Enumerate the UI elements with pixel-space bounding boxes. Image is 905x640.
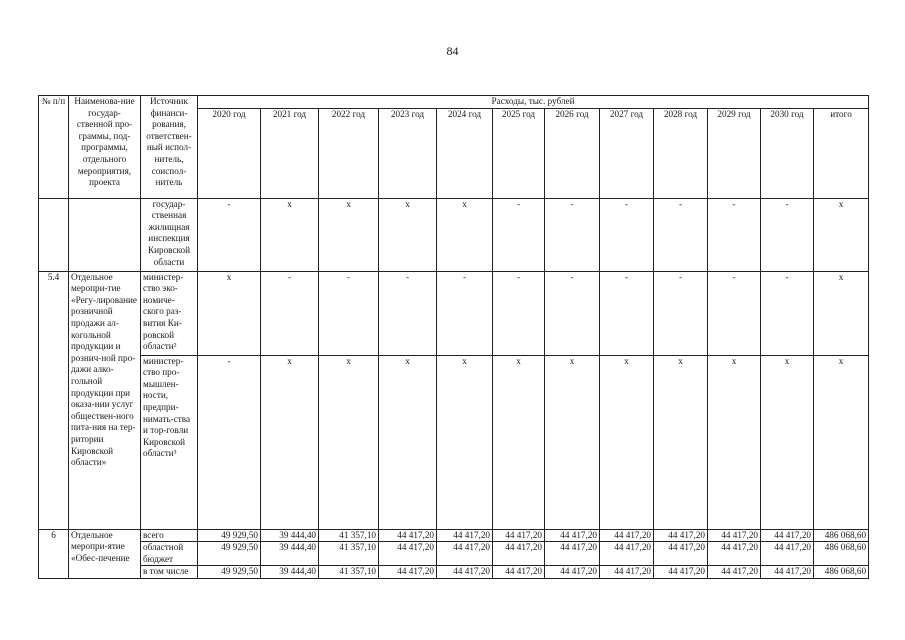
- cell-mark: -: [654, 271, 708, 355]
- cell-value: 44 417,20: [545, 542, 600, 566]
- row-source: всего: [141, 529, 198, 542]
- cell-mark: x: [379, 355, 437, 529]
- cell-value: 44 417,20: [708, 529, 761, 542]
- row-no: [39, 198, 69, 271]
- cell-value: 39 444,40: [261, 566, 319, 579]
- cell-value: 41 357,10: [319, 566, 379, 579]
- cell-value: 44 417,20: [654, 529, 708, 542]
- cell-mark: -: [198, 198, 261, 271]
- cell-value: 44 417,20: [708, 566, 761, 579]
- table-row: [39, 529, 869, 542]
- cell-mark: -: [319, 271, 379, 355]
- header-year: 2030 год: [761, 108, 814, 198]
- cell-mark: x: [814, 271, 869, 355]
- cell-value: 44 417,20: [600, 542, 654, 566]
- table-row: [39, 355, 869, 529]
- row-source: государ-ственная жилищная инспекция Кировской области: [141, 198, 198, 271]
- cell-mark: x: [708, 355, 761, 529]
- cell-mark: -: [437, 271, 493, 355]
- cell-mark: x: [814, 355, 869, 529]
- cell-mark: x: [198, 271, 261, 355]
- cell-value: 44 417,20: [437, 542, 493, 566]
- cell-mark: x: [379, 198, 437, 271]
- header-year: 2026 год: [545, 108, 600, 198]
- table-row: [39, 542, 869, 566]
- table-row: [39, 198, 869, 271]
- cell-value: 486 068,60: [814, 542, 869, 566]
- row-source: министер-ство про-мышлен-ности, предпри-нимать-ства и тор-говли Кировской области³: [141, 355, 198, 529]
- row-source: областной бюджет: [141, 542, 198, 566]
- cell-mark: x: [261, 355, 319, 529]
- header-expenses: Расходы, тыс. рублей: [198, 96, 869, 109]
- cell-value: 486 068,60: [814, 566, 869, 579]
- cell-mark: -: [493, 271, 545, 355]
- cell-mark: x: [319, 355, 379, 529]
- header-year: 2020 год: [198, 108, 261, 198]
- cell-value: 44 417,20: [379, 529, 437, 542]
- header-no: № п/п: [39, 96, 69, 199]
- cell-value: 44 417,20: [379, 542, 437, 566]
- row-no: 5.4: [39, 271, 69, 529]
- header-year: 2025 год: [493, 108, 545, 198]
- header-source: Источник финанси-рования, ответствен-ный испол-нитель, соиспол-нитель: [141, 96, 198, 199]
- page-number: 84: [446, 44, 459, 58]
- cell-value: 44 417,20: [761, 542, 814, 566]
- cell-mark: -: [708, 198, 761, 271]
- cell-value: 44 417,20: [600, 529, 654, 542]
- row-source: в том числе: [141, 566, 198, 579]
- table-row: [39, 566, 869, 579]
- header-year: 2023 год: [379, 108, 437, 198]
- cell-mark: -: [545, 271, 600, 355]
- expenses-table: [38, 95, 869, 579]
- cell-value: 44 417,20: [493, 542, 545, 566]
- cell-mark: x: [654, 355, 708, 529]
- cell-value: 44 417,20: [545, 566, 600, 579]
- row-name: [69, 198, 141, 271]
- cell-mark: -: [761, 198, 814, 271]
- header-total: итого: [814, 108, 869, 198]
- cell-mark: x: [493, 355, 545, 529]
- cell-value: 44 417,20: [493, 529, 545, 542]
- cell-value: 44 417,20: [708, 542, 761, 566]
- cell-mark: -: [761, 271, 814, 355]
- cell-value: 41 357,10: [319, 542, 379, 566]
- row-name: Отдельное меропри-тие «Регу-лирование розничной продажи ал-когольной продукции и рознич-ной про-дажи алко-гольной продукции при оказа-нии услуг обществен-ного пита-ния на тер-ритории Кировской области»: [69, 271, 141, 529]
- cell-value: 44 417,20: [654, 542, 708, 566]
- cell-value: 486 068,60: [814, 529, 869, 542]
- cell-value: 41 357,10: [319, 529, 379, 542]
- cell-value: 44 417,20: [493, 566, 545, 579]
- cell-mark: -: [379, 271, 437, 355]
- cell-mark: -: [261, 271, 319, 355]
- cell-mark: x: [600, 355, 654, 529]
- row-source: министер-ство эко-номиче-ского раз-вития Ки-ровской области²: [141, 271, 198, 355]
- cell-mark: -: [600, 271, 654, 355]
- cell-value: 44 417,20: [761, 529, 814, 542]
- cell-value: 49 929,50: [198, 529, 261, 542]
- header-name: Наименова-ние государ-ственной про-граммы, под-программы, отдельного мероприятия, проекта: [69, 96, 141, 199]
- cell-mark: -: [545, 198, 600, 271]
- cell-value: 39 444,40: [261, 529, 319, 542]
- cell-mark: x: [437, 355, 493, 529]
- cell-mark: x: [814, 198, 869, 271]
- header-year: 2022 год: [319, 108, 379, 198]
- cell-mark: x: [319, 198, 379, 271]
- cell-mark: -: [198, 355, 261, 529]
- cell-mark: -: [493, 198, 545, 271]
- cell-value: 44 417,20: [545, 529, 600, 542]
- cell-value: 44 417,20: [437, 529, 493, 542]
- header-year: 2028 год: [654, 108, 708, 198]
- cell-mark: x: [761, 355, 814, 529]
- cell-mark: x: [545, 355, 600, 529]
- row-name: Отдельное меропри-ятие «Обес-печение: [69, 529, 141, 578]
- row-no: 6: [39, 529, 69, 578]
- header-year: 2021 год: [261, 108, 319, 198]
- header-year: 2027 год: [600, 108, 654, 198]
- cell-value: 44 417,20: [600, 566, 654, 579]
- cell-value: 44 417,20: [654, 566, 708, 579]
- cell-mark: -: [708, 271, 761, 355]
- cell-value: 44 417,20: [379, 566, 437, 579]
- cell-mark: x: [261, 198, 319, 271]
- table-row: [39, 271, 869, 355]
- cell-mark: -: [654, 198, 708, 271]
- cell-mark: -: [600, 198, 654, 271]
- cell-value: 44 417,20: [761, 566, 814, 579]
- header-year: 2024 год: [437, 108, 493, 198]
- header-year: 2029 год: [708, 108, 761, 198]
- cell-value: 49 929,50: [198, 542, 261, 566]
- cell-value: 39 444,40: [261, 542, 319, 566]
- cell-mark: x: [437, 198, 493, 271]
- cell-value: 44 417,20: [437, 566, 493, 579]
- cell-value: 49 929,50: [198, 566, 261, 579]
